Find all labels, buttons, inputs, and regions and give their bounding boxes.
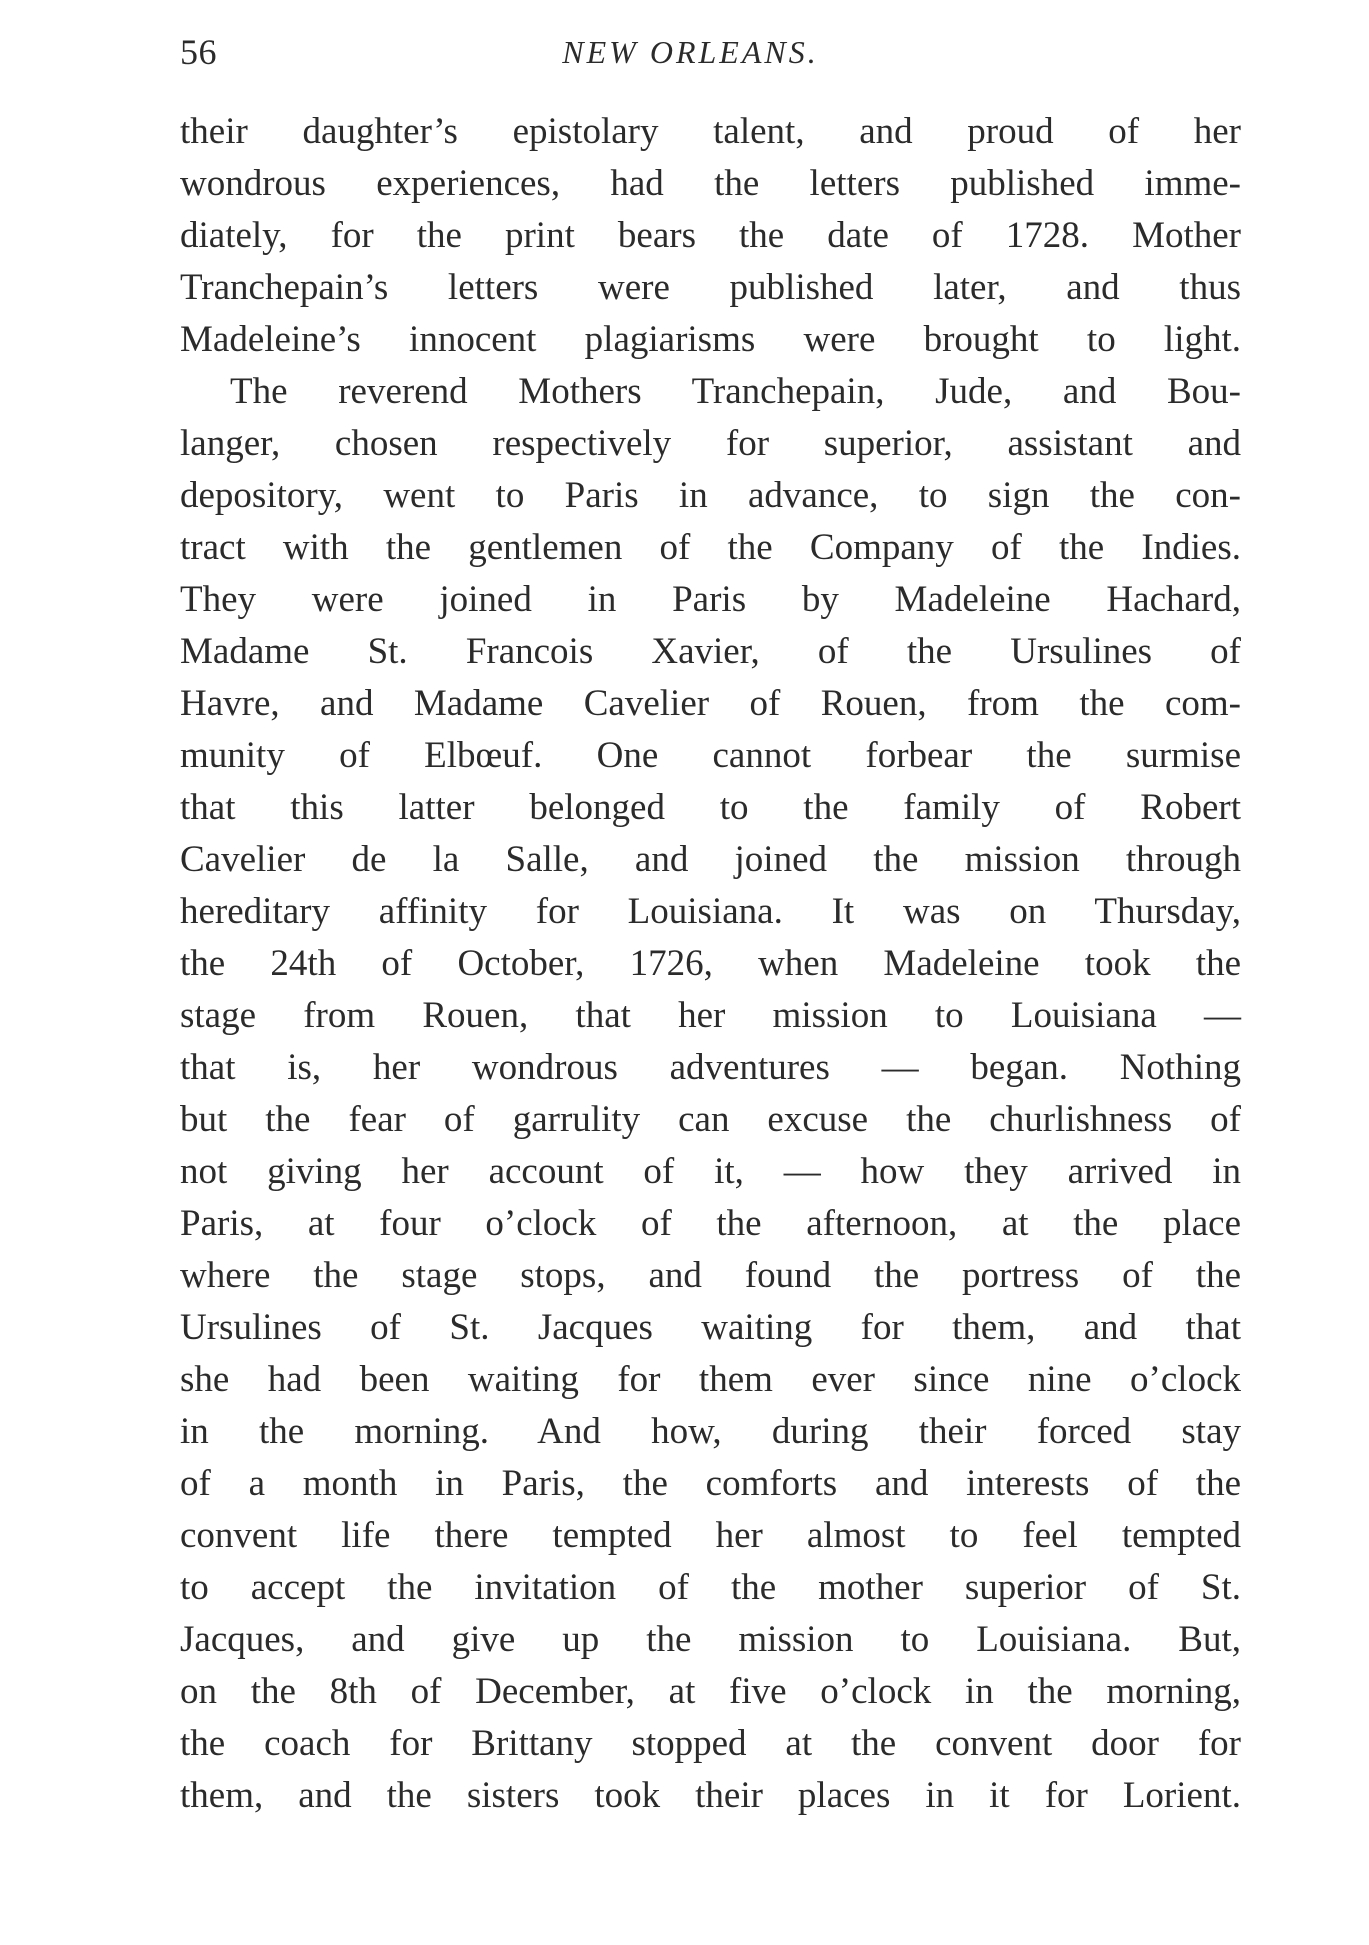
text-line: wondrous experiences, had the letters published imme- bbox=[180, 163, 1241, 204]
text-line: stage from Rouen, that her mission to Louisiana — bbox=[180, 995, 1241, 1036]
text-line: Havre, and Madame Cavelier of Rouen, from the com- bbox=[180, 683, 1241, 724]
text-line: depository, went to Paris in advance, to sign the con- bbox=[180, 475, 1241, 516]
text-line: hereditary affinity for Louisiana. It was on Thursday, bbox=[180, 891, 1241, 932]
text-line: where the stage stops, and found the portress of the bbox=[180, 1255, 1241, 1296]
text-line: Ursulines of St. Jacques waiting for them, and that bbox=[180, 1307, 1241, 1348]
text-line: that this latter belonged to the family of Robert bbox=[180, 787, 1241, 828]
text-line: to accept the invitation of the mother superior of St. bbox=[180, 1567, 1241, 1608]
text-line: the coach for Brittany stopped at the convent door for bbox=[180, 1723, 1241, 1764]
body-text bbox=[180, 106, 1241, 1822]
text-line: she had been waiting for them ever since nine o’clock bbox=[180, 1359, 1241, 1400]
text-line: The reverend Mothers Tranchepain, Jude, and Bou- bbox=[230, 371, 1241, 412]
text-line: Jacques, and give up the mission to Louisiana. But, bbox=[180, 1619, 1241, 1660]
text-line: Tranchepain’s letters were published later, and thus bbox=[180, 267, 1241, 308]
text-line: Cavelier de la Salle, and joined the mission through bbox=[180, 839, 1241, 880]
text-line: that is, her wondrous adventures — began. Nothing bbox=[180, 1047, 1241, 1088]
text-line: on the 8th of December, at five o’clock in the morning, bbox=[180, 1671, 1241, 1712]
text-line: Paris, at four o’clock of the afternoon, at the place bbox=[180, 1203, 1241, 1244]
text-line: diately, for the print bears the date of 1728. Mother bbox=[180, 215, 1241, 256]
text-line: their daughter’s epistolary talent, and proud of her bbox=[180, 111, 1241, 152]
running-head bbox=[180, 26, 1241, 78]
text-line: in the morning. And how, during their forced stay bbox=[180, 1411, 1241, 1452]
text-line: of a month in Paris, the comforts and interests of the bbox=[180, 1463, 1241, 1504]
text-line: them, and the sisters took their places in it for Lorient. bbox=[180, 1775, 1241, 1816]
text-line: but the fear of garrulity can excuse the churlishness of bbox=[180, 1099, 1241, 1140]
text-line: langer, chosen respectively for superior, assistant and bbox=[180, 423, 1241, 464]
text-line: Madeleine’s innocent plagiarisms were brought to light. bbox=[180, 319, 1241, 360]
text-line: convent life there tempted her almost to feel tempted bbox=[180, 1515, 1241, 1556]
text-line: munity of Elbœuf. One cannot forbear the surmise bbox=[180, 735, 1241, 776]
text-line: tract with the gentlemen of the Company of the Indies. bbox=[180, 527, 1241, 568]
text-line: the 24th of October, 1726, when Madeleine took the bbox=[180, 943, 1241, 984]
text-line: not giving her account of it, — how they arrived in bbox=[180, 1151, 1241, 1192]
text-line: Madame St. Francois Xavier, of the Ursulines of bbox=[180, 631, 1241, 672]
page-number: 56 bbox=[180, 32, 217, 72]
running-title: NEW ORLEANS. bbox=[562, 34, 819, 70]
text-line: They were joined in Paris by Madeleine Hachard, bbox=[180, 579, 1241, 620]
